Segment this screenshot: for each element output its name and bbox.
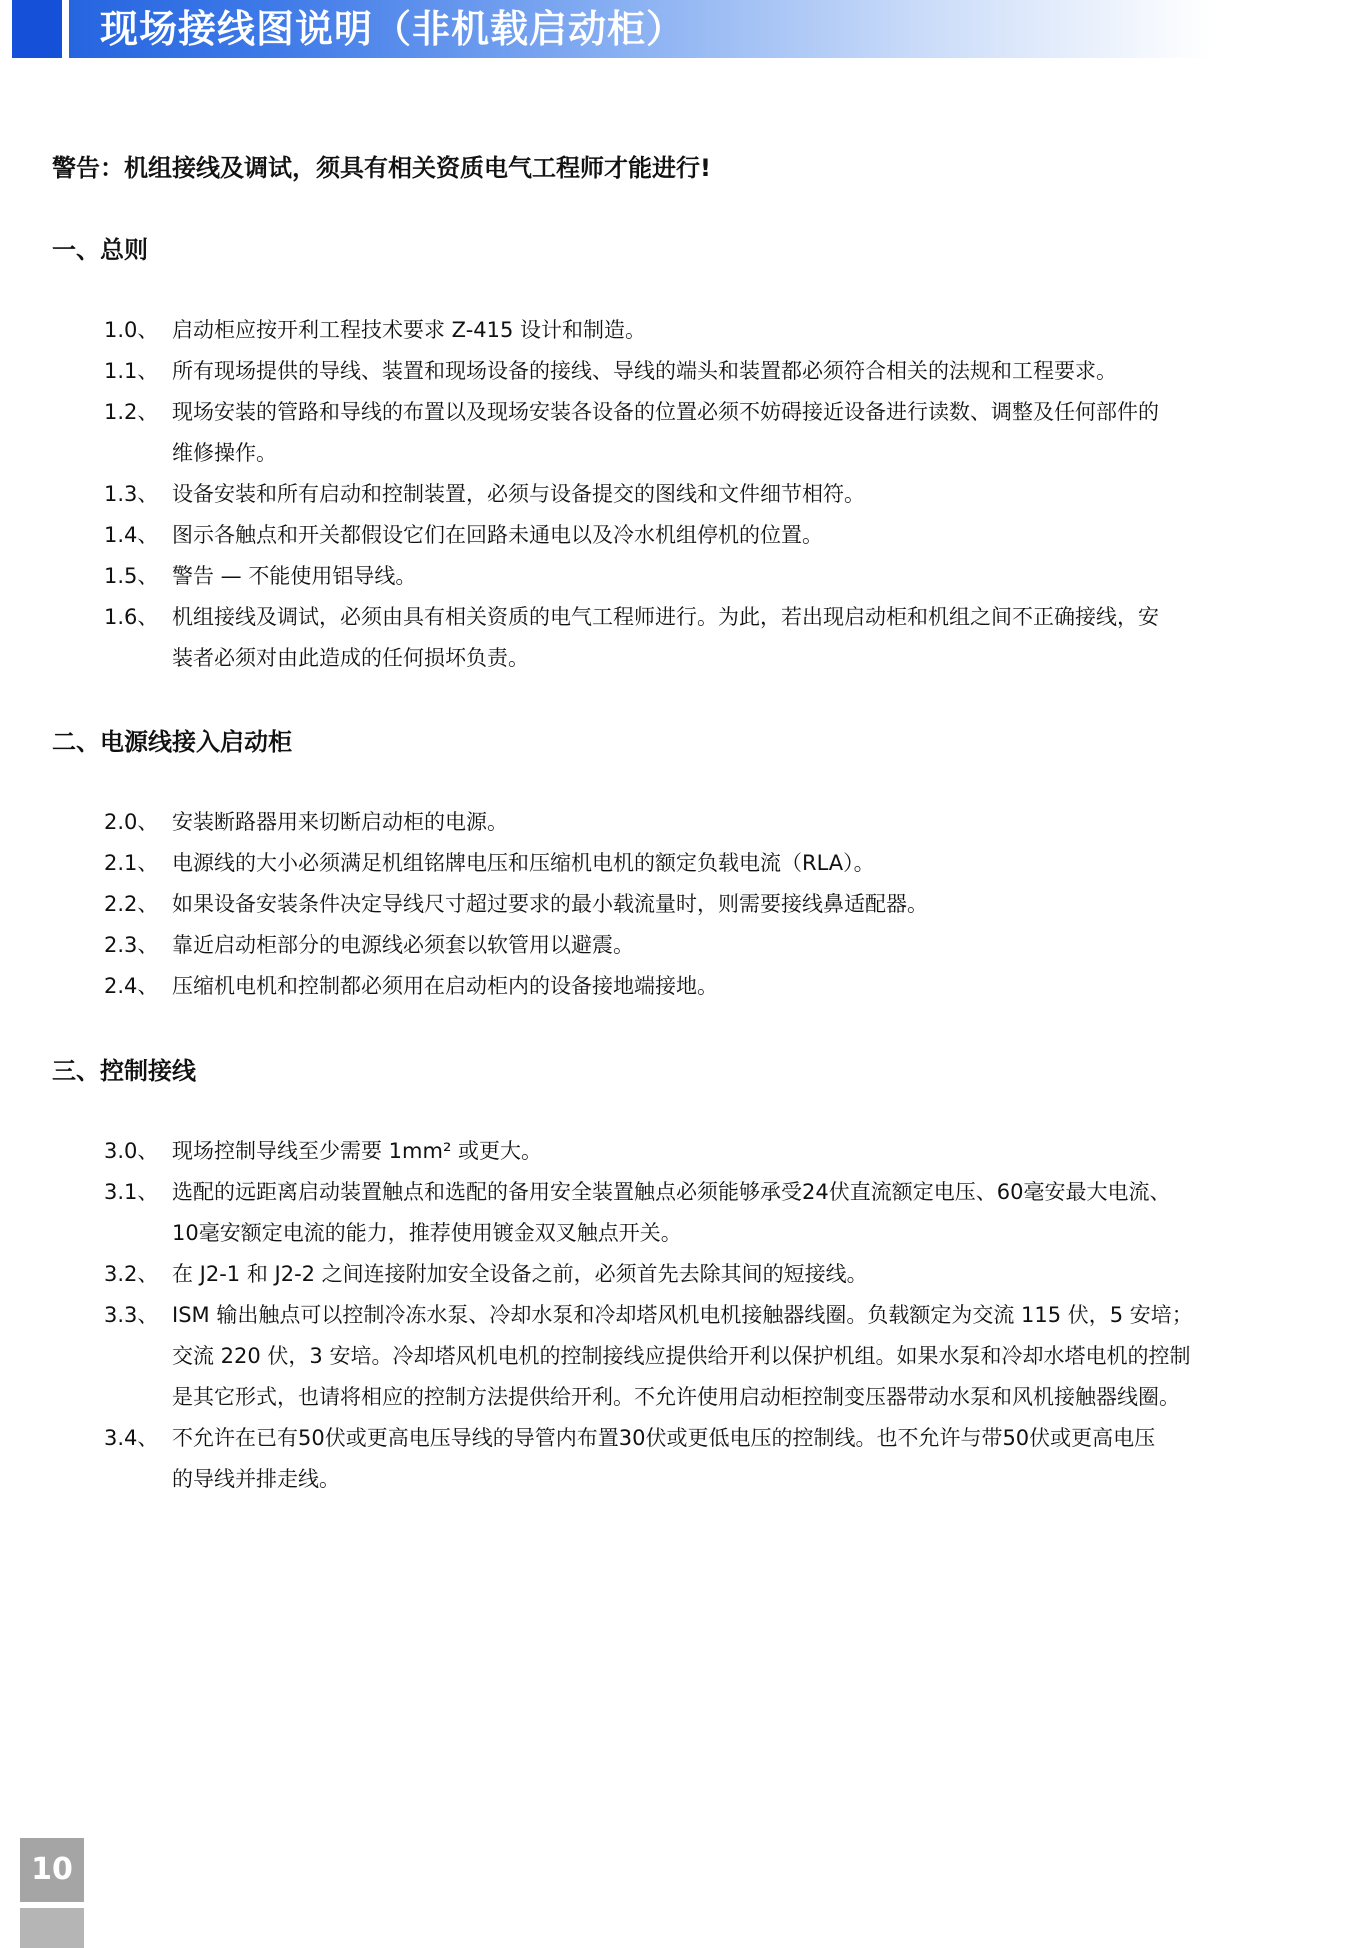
list-item	[104, 310, 1332, 351]
list-item	[104, 515, 1332, 556]
list-item	[104, 1172, 1332, 1254]
page-number: 10	[31, 1852, 73, 1887]
item-text: 所有现场提供的导线、装置和现场设备的接线、导线的端头和装置都必须符合相关的法规和工程要求。	[172, 359, 1117, 383]
list-item	[104, 925, 1332, 966]
item-number: 3.2、	[104, 1262, 159, 1286]
item-text: ISM 输出触点可以控制冷冻水泵、冷却水泵和冷却塔风机电机接触器线圈。负载额定为交流 115 伏，5 安培； 交流 220 伏，3 安培。冷却塔风机电机的控制接线应提供给开利以保护机组。如果水泵和冷却水塔电机的控制 是其它形式，也请将相应的控制方法提供给开利。不允许使用启动柜控制变压器带动水泵和风机接触器线圈。	[172, 1303, 1193, 1409]
item-text: 机组接线及调试，必须由具有相关资质的电气工程师进行。为此，若出现启动柜和机组之间不正确接线，安 装者必须对由此造成的任何损坏负责。	[172, 605, 1159, 670]
list-item	[104, 966, 1332, 1007]
list-item	[104, 474, 1332, 515]
item-text: 在 J2-1 和 J2-2 之间连接附加安全设备之前，必须首先去除其间的短接线。	[172, 1262, 868, 1286]
item-text: 现场控制导线至少需要 1mm² 或更大。	[172, 1139, 543, 1163]
item-number: 1.5、	[104, 564, 159, 588]
item-text: 现场安装的管路和导线的布置以及现场安装各设备的位置必须不妨碍接近设备进行读数、调整及任何部件的 维修操作。	[172, 400, 1159, 465]
item-number: 2.4、	[104, 974, 159, 998]
item-number: 2.1、	[104, 851, 159, 875]
list-item	[104, 597, 1332, 679]
section-heading-control: 三、控制接线	[52, 1057, 196, 1085]
item-number: 3.1、	[104, 1180, 159, 1204]
item-text: 电源线的大小必须满足机组铭牌电压和压缩机电机的额定负载电流（RLA）。	[172, 851, 875, 875]
item-text: 如果设备安装条件决定导线尺寸超过要求的最小载流量时，则需要接线鼻适配器。	[172, 892, 928, 916]
list-item	[104, 1418, 1332, 1500]
item-text: 选配的远距离启动装置触点和选配的备用安全装置触点必须能够承受24伏直流额定电压、60毫安最大电流、 10毫安额定电流的能力，推荐使用镀金双叉触点开关。	[172, 1180, 1171, 1245]
item-text: 警告 — 不能使用铝导线。	[172, 564, 417, 588]
warning-text: 警告：机组接线及调试，须具有相关资质电气工程师才能进行!	[52, 154, 711, 182]
page-title: 现场接线图说明（非机载启动柜）	[100, 7, 686, 51]
item-number: 2.2、	[104, 892, 159, 916]
list-item	[104, 351, 1332, 392]
list-item	[104, 1295, 1332, 1418]
header-accent-block	[12, 0, 62, 58]
item-number: 3.3、	[104, 1303, 159, 1327]
list-item	[104, 843, 1332, 884]
item-text: 设备安装和所有启动和控制装置，必须与设备提交的图线和文件细节相符。	[172, 482, 865, 506]
item-number: 1.4、	[104, 523, 159, 547]
item-text: 启动柜应按开利工程技术要求 Z-415 设计和制造。	[172, 318, 647, 342]
item-text: 图示各触点和开关都假设它们在回路未通电以及冷水机组停机的位置。	[172, 523, 823, 547]
list-item	[104, 392, 1332, 474]
item-text: 靠近启动柜部分的电源线必须套以软管用以避震。	[172, 933, 634, 957]
page-number-footer-block	[20, 1908, 84, 1948]
list-item	[104, 1131, 1332, 1172]
list-item	[104, 1254, 1332, 1295]
item-number: 1.2、	[104, 400, 159, 424]
list-item	[104, 802, 1332, 843]
item-number: 3.0、	[104, 1139, 159, 1163]
list-item	[104, 556, 1332, 597]
item-number: 1.3、	[104, 482, 159, 506]
list-item	[104, 884, 1332, 925]
item-number: 3.4、	[104, 1426, 159, 1450]
section-heading-general: 一、总则	[52, 236, 148, 264]
item-number: 2.3、	[104, 933, 159, 957]
item-number: 1.1、	[104, 359, 159, 383]
header-divider	[62, 0, 69, 58]
item-text: 压缩机电机和控制都必须用在启动柜内的设备接地端接地。	[172, 974, 718, 998]
item-text: 不允许在已有50伏或更高电压导线的导管内布置30伏或更低电压的控制线。也不允许与带50伏或更高电压 的导线并排走线。	[172, 1426, 1156, 1491]
item-text: 安装断路器用来切断启动柜的电源。	[172, 810, 508, 834]
item-number: 2.0、	[104, 810, 159, 834]
page-number-box	[20, 1838, 84, 1902]
section-heading-power: 二、电源线接入启动柜	[52, 728, 292, 756]
item-number: 1.0、	[104, 318, 159, 342]
item-number: 1.6、	[104, 605, 159, 629]
